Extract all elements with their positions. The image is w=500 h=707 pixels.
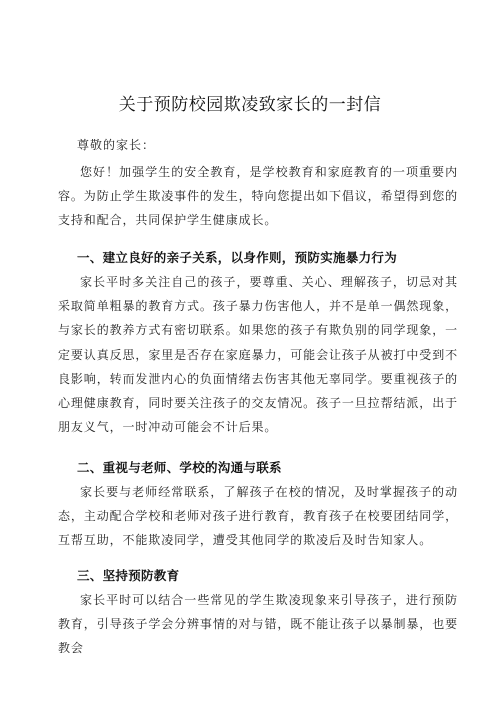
section-2-heading: 二、重视与老师、学校的沟通与联系: [77, 460, 282, 475]
intro-paragraph: 您好！加强学生的安全教育，是学校教育和家庭教育的一项重要内容。为防止学生欺凌事件的发生，特向您提出如下倡议，希望得到您的支持和配合，共同保护学生健康成长。: [58, 165, 458, 228]
section-2-body: 家长要与老师经常联系，了解孩子在校的情况，及时掌握孩子的动态，主动配合学校和老师对孩子进行教育，教育孩子在校要团结同学，互帮互助，不能欺凌同学，遭受其他同学的欺凌后及时告知家人。: [58, 485, 458, 548]
salutation: 尊敬的家长：: [77, 138, 156, 152]
section-3-body: 家长平时可以结合一些常见的学生欺凌现象来引导孩子，进行预防教育，引导孩子学会分辨事情的对与错，既不能让孩子以暴制暴，也要教会: [58, 593, 458, 656]
section-1-heading: 一、建立良好的亲子关系，以身作则，预防实施暴力行为: [77, 250, 398, 265]
section-1-body: 家长平时多关注自己的孩子，要尊重、关心、理解孩子，切忌对其采取简单粗暴的教育方式。孩子暴力伤害他人，并不是单一偶然现象，与家长的教养方式有密切联系。如果您的孩子有欺负别的同学现象，一定要认真反思，家里是否存在家庭暴力，可能会让孩子从被打中受到不良影响，转而发泄内心的负面情绪去伤害其他无辜同学。要重视孩子的心理健康教育，同时要关注孩子的交友情况。孩子一旦拉帮结派，出于朋友义气，一时冲动可能会不计后果。: [58, 275, 458, 435]
document-title: 关于预防校园欺凌致家长的一封信: [118, 95, 382, 115]
section-3-heading: 三、坚持预防教育: [77, 568, 180, 583]
